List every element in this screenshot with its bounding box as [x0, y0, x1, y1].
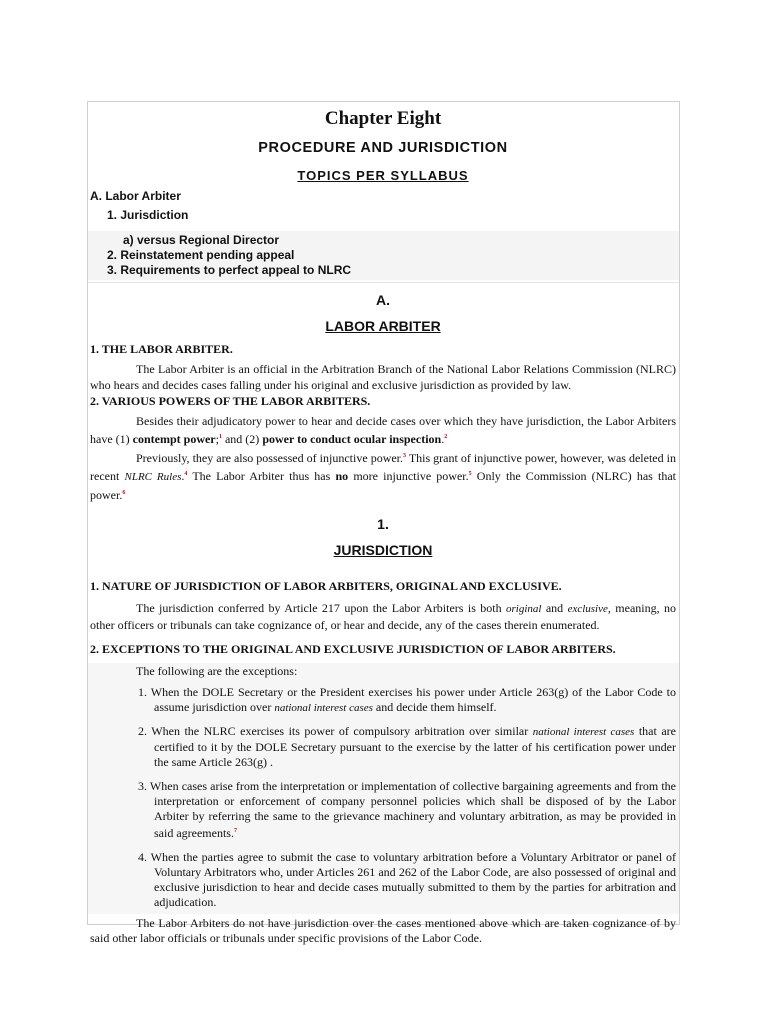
- topic-labor-arbiter: A. Labor Arbiter: [90, 189, 181, 203]
- topic-versus-regional-director: a) versus Regional Director: [123, 233, 280, 247]
- section-a-letter: A.: [376, 292, 390, 308]
- paragraph-closing: The Labor Arbiters do not have jurisdiction over the cases mentioned above which are taken cognizance of by said other labor officials or tribunals under specific provisions of the Labor Code.: [90, 916, 676, 945]
- paragraph-powers: Besides their adjudicatory power to hear and decide cases over which they have jurisdiction, the Labor Arbiters have (1) contempt power;$^1$ and (2) power to conduct ocular inspection.$^2$: [90, 414, 676, 446]
- topic-reinstatement: 2. Reinstatement pending appeal: [107, 248, 295, 262]
- chapter-title: Chapter Eight: [324, 108, 442, 129]
- exception-item-4: 4. When the parties agree to submit the case to voluntary arbitration before a Voluntary Arbitrator or panel of Voluntary Arbitrators who, under Articles 261 and 262 of the Labor Code, are also possessed of original and exclusive jurisdiction to hear and decide cases mutually submitted to them by the parties for arbitration and adjudication.: [138, 850, 676, 909]
- chapter-subtitle: PROCEDURE AND JURISDICTION: [258, 140, 508, 156]
- topic-requirements-appeal: 3. Requirements to perfect appeal to NLRC: [107, 263, 352, 277]
- topic-band: [88, 231, 679, 280]
- exception-item-3: 3. When cases arise from the interpretation or implementation of collective bargaining agreements and from the interpretation or enforcement of company personnel policies which shall be disposed of by the Labor Arbiter by referring the same to the grievance machinery and voluntary arbitration, as may be provided in said agreements.$^7$: [138, 779, 676, 840]
- document-page: [87, 101, 680, 945]
- section-1-number: 1.: [377, 516, 389, 532]
- heading-exceptions: 2. EXCEPTIONS TO THE ORIGINAL AND EXCLUSIVE JURISDICTION OF LABOR ARBITERS.: [90, 642, 616, 656]
- exception-item-1: 1. When the DOLE Secretary or the President exercises his power under Article 263(g) of the Labor Code to assume jurisdiction over national interest cases and decide them himself.: [138, 685, 676, 714]
- section-1-title: JURISDICTION: [333, 542, 433, 558]
- exceptions-intro: The following are the exceptions:: [136, 664, 298, 678]
- exceptions-block: [88, 663, 679, 914]
- paragraph-labor-arbiter-definition: The Labor Arbiter is an official in the Arbitration Branch of the National Labor Relations Commission (NLRC) who hears and decides cases falling under his original and exclusive jurisdiction as provided by law.: [90, 362, 676, 392]
- heading-nature-of-jurisdiction: 1. NATURE OF JURISDICTION OF LABOR ARBITERS, ORIGINAL AND EXCLUSIVE.: [90, 579, 562, 593]
- paragraph-injunctive-power: Previously, they are also possessed of injunctive power.$^3$ This grant of injunctive power, however, was deleted in recent NLRC Rules.$^4$ The Labor Arbiter thus has no more injunctive power.$^5$ Only the Commission (NLRC) has that power.$^6$: [90, 451, 676, 502]
- exception-item-2: 2. When the NLRC exercises its power of compulsory arbitration over similar national interest cases that are certified to it by the DOLE Secretary pursuant to the exercise by the latter of his certification power under the same Article 263(g) .: [138, 724, 676, 769]
- heading-the-labor-arbiter: 1. THE LABOR ARBITER.: [90, 342, 233, 356]
- section-a-title: LABOR ARBITER: [325, 318, 441, 334]
- paragraph-nature-of-jurisdiction: The jurisdiction conferred by Article 217 upon the Labor Arbiters is both original and exclusive, meaning, no other officers or tribunals can take cognizance of, or hear and decide, any of the cases therein enumerated.: [90, 601, 677, 632]
- heading-various-powers: 2. VARIOUS POWERS OF THE LABOR ARBITERS.: [90, 394, 371, 408]
- syllabus-heading: TOPICS PER SYLLABUS: [297, 168, 469, 183]
- topics-list: [90, 189, 676, 280]
- topic-jurisdiction: 1. Jurisdiction: [107, 208, 189, 222]
